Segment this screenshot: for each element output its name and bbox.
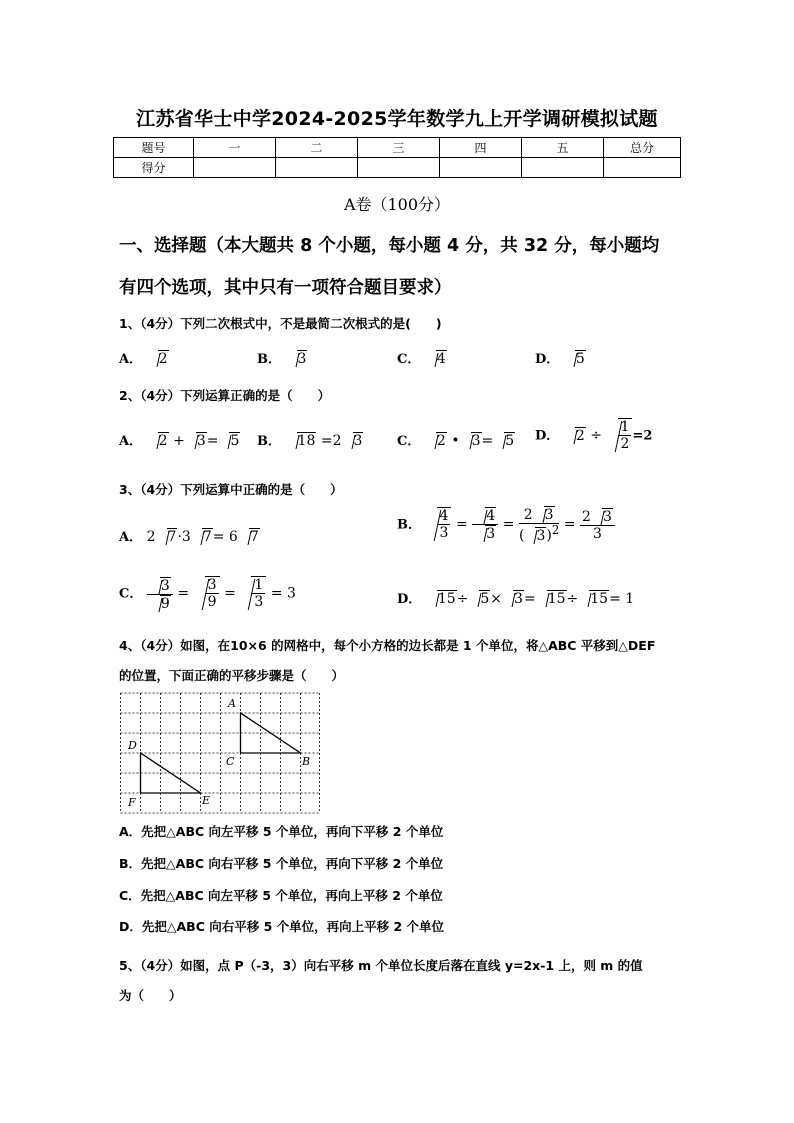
q4-option-b[interactable]: B．先把△ABC 向右平移 5 个单位，再向下平移 2 个单位 [119, 856, 444, 871]
coefficient: 2 [523, 507, 533, 523]
option-label: B． [257, 434, 281, 449]
operator: = [206, 433, 219, 449]
exam-title: 江苏省华士中学2024-2025学年数学九上开学调研模拟试题 [136, 108, 658, 130]
coefficient: 2 [582, 508, 591, 525]
operator: × [490, 591, 503, 607]
sqrt-expression [158, 528, 178, 545]
coefficient: 2 [146, 529, 156, 545]
score-table-cell: 二 [276, 138, 358, 158]
radicand: 5 [230, 433, 240, 449]
operator: • [451, 433, 460, 449]
fraction [252, 577, 265, 610]
radicand: 7 [249, 529, 259, 545]
q1-option-a[interactable] [119, 348, 169, 367]
numerator: 1 [620, 419, 630, 435]
sqrt-expression [470, 590, 490, 607]
paper-part-heading: A卷（100分） [343, 195, 451, 214]
score-table-row-label: 得分 [114, 158, 194, 178]
fraction [147, 577, 173, 612]
operator: =2 [320, 433, 342, 449]
radicand: 18 [297, 433, 316, 449]
option-label: B． [257, 352, 281, 367]
option-label: A． [119, 352, 143, 367]
score-table [113, 137, 681, 178]
q2-option-c[interactable] [397, 430, 515, 449]
point-label-c: C [226, 755, 235, 768]
q4-option-a[interactable]: A．先把△ABC 向左平移 5 个单位，再向下平移 2 个单位 [119, 824, 444, 839]
numerator: 3 [207, 577, 217, 593]
radicand: 3 [514, 591, 523, 607]
score-input-cell[interactable] [276, 158, 358, 178]
denominator: 3 [254, 594, 264, 611]
option-label: C． [397, 434, 421, 449]
operator: ÷ [590, 427, 602, 444]
q3-option-a[interactable] [119, 526, 260, 545]
denominator: 2 [620, 436, 630, 453]
sqrt-expression [504, 590, 524, 607]
radicand: 3 [471, 433, 481, 449]
result: =2 [632, 428, 653, 444]
sqrt-expression [187, 432, 207, 449]
sqrt-expression [538, 590, 567, 607]
question-2-stem: 2、（4分）下列运算正确的是（ ） [119, 388, 331, 403]
denominator: 3 [439, 524, 449, 541]
operator: = [455, 516, 468, 533]
operator: = [523, 591, 536, 607]
radicand: 5 [480, 591, 490, 607]
denominator: 9 [207, 594, 217, 611]
radicand: 3 [160, 577, 170, 594]
radicand: 3 [353, 433, 363, 449]
radicand: 9 [160, 595, 170, 612]
option-label: D． [535, 352, 560, 367]
question-1-stem: 1、（4分）下列二次根式中，不是最简二次根式的是( ) [119, 316, 442, 331]
radicand: 2 [436, 433, 446, 449]
operator: = [224, 585, 236, 602]
score-table-header-row [114, 138, 681, 158]
q1-option-c[interactable] [397, 348, 447, 367]
score-input-cell[interactable] [358, 158, 440, 178]
coefficient: ·3 [177, 529, 191, 545]
radicand: 15 [437, 591, 456, 607]
point-label-f: F [128, 796, 136, 809]
sqrt-expression [495, 432, 515, 449]
q1-option-b[interactable] [257, 348, 307, 367]
question-5-stem-line1: 5、（4分）如图，点 P（-3，3）向右平移 m 个单位长度后落在直线 y=2x-1 上，则 m 的值 [119, 958, 643, 973]
option-label: A． [119, 434, 143, 449]
q4-option-d[interactable]: D．先把△ABC 向右平移 5 个单位，再向上平移 2 个单位 [119, 919, 445, 934]
operator: = [177, 585, 190, 602]
sqrt-expression [344, 432, 364, 449]
point-label-d: D [128, 739, 137, 752]
operator: = [481, 433, 494, 449]
q2-option-a[interactable] [119, 430, 240, 449]
option-label: C． [397, 352, 421, 367]
radicand: 3 [297, 351, 307, 367]
sqrt-expression [288, 432, 317, 449]
q3-option-b[interactable] [397, 506, 615, 544]
score-input-cell[interactable] [440, 158, 522, 178]
sqrt-expression [428, 507, 452, 541]
operator: ÷ [456, 591, 469, 607]
fraction: $\frac{2 3}{( 3)^2}$ [518, 507, 560, 544]
option-label: C． [119, 586, 143, 602]
operator: = 6 [212, 529, 238, 545]
point-label-b: B [302, 755, 311, 768]
sqrt-expression [566, 427, 586, 444]
section-heading-line1: 一、选择题（本大题共 8 个小题，每小题 4 分，共 32 分，每小题均 [119, 236, 660, 256]
question-5-stem-line2: 为（ ） [119, 988, 182, 1003]
radicand: 3 [196, 433, 206, 449]
section-heading-line2: 有四个选项，其中只有一项符合题目要求） [119, 278, 452, 298]
question-4-stem-line1: 4、（4分）如图，在10×6 的网格中，每个小方格的边长都是 1 个单位，将△ABC 平移到△DEF [119, 638, 656, 653]
operator: = [502, 516, 515, 533]
fraction [580, 508, 615, 542]
fraction [619, 419, 632, 452]
radicand: 5 [575, 351, 585, 367]
radicand: 3 [602, 508, 612, 525]
sqrt-expression [580, 590, 609, 607]
point-label-e: E [202, 794, 211, 807]
score-table-cell: 总分 [604, 138, 681, 158]
option-label: D． [535, 428, 560, 444]
radicand: 7 [167, 529, 177, 545]
grid-figure [120, 692, 320, 818]
operator: ÷ [566, 591, 579, 607]
sqrt-expression [242, 576, 266, 610]
fraction [438, 508, 451, 541]
q2-option-d[interactable] [535, 418, 652, 452]
sqrt-expression [427, 432, 447, 449]
sqrt-expression [193, 528, 213, 545]
denominator: 3 [593, 525, 602, 542]
option-label: B． [397, 517, 421, 533]
option-label: D． [397, 592, 422, 607]
score-table-cell: 三 [358, 138, 440, 158]
sqrt-expression [609, 418, 633, 452]
numerator: 1 [254, 577, 264, 593]
radicand: 7 [202, 529, 212, 545]
score-table-cell: 题号 [114, 138, 194, 158]
radicand: 2 [158, 351, 168, 367]
q3-option-c[interactable] [119, 576, 296, 612]
score-input-cell[interactable] [604, 158, 681, 178]
sqrt-expression [427, 350, 447, 367]
score-table-cell: 一 [194, 138, 276, 158]
sqrt-expression [196, 576, 220, 610]
radicand: 3 [544, 507, 554, 523]
fraction [206, 577, 219, 610]
option-label: A． [119, 530, 143, 545]
sqrt-expression [240, 528, 260, 545]
score-table-cell: 五 [522, 138, 604, 158]
score-table-cell: 四 [440, 138, 522, 158]
radicand: 2 [575, 427, 585, 444]
result: = 3 [270, 585, 296, 602]
score-input-cell[interactable] [522, 158, 604, 178]
radicand: 15 [547, 591, 566, 607]
fraction [472, 507, 498, 542]
radicand: 2 [158, 433, 168, 449]
score-table-score-row [114, 158, 681, 178]
numerator: 4 [439, 507, 449, 524]
q1-option-d[interactable] [535, 348, 586, 367]
radicand: 3 [536, 527, 546, 544]
q4-option-c[interactable]: C．先把△ABC 向左平移 5 个单位，再向上平移 2 个单位 [119, 888, 443, 903]
question-4-stem-line2: 的位置，下面正确的平移步骤是（ ） [119, 668, 345, 683]
point-label-a: A [228, 697, 236, 710]
translation-grid-diagram [120, 692, 320, 814]
question-3-stem: 3、（4分）下列运算中正确的是（ ） [119, 482, 343, 497]
exponent: 2 [551, 523, 560, 538]
operator: = [563, 516, 576, 533]
result: = 1 [609, 591, 635, 607]
sqrt-expression [149, 350, 169, 367]
q3-option-d[interactable] [397, 588, 634, 607]
sqrt-expression [149, 432, 169, 449]
sqrt-expression [462, 432, 482, 449]
radicand: 3 [486, 526, 496, 543]
sqrt-expression [288, 350, 308, 367]
sqrt-expression [566, 350, 586, 367]
radicand: 4 [486, 508, 496, 525]
radicand: 15 [590, 591, 609, 607]
q2-option-b[interactable] [257, 430, 363, 449]
sqrt-expression [428, 590, 457, 607]
radicand: 5 [505, 433, 515, 449]
sqrt-expression [220, 432, 240, 449]
radicand: 4 [436, 351, 446, 367]
operator: + [173, 433, 185, 449]
score-input-cell[interactable] [194, 158, 276, 178]
